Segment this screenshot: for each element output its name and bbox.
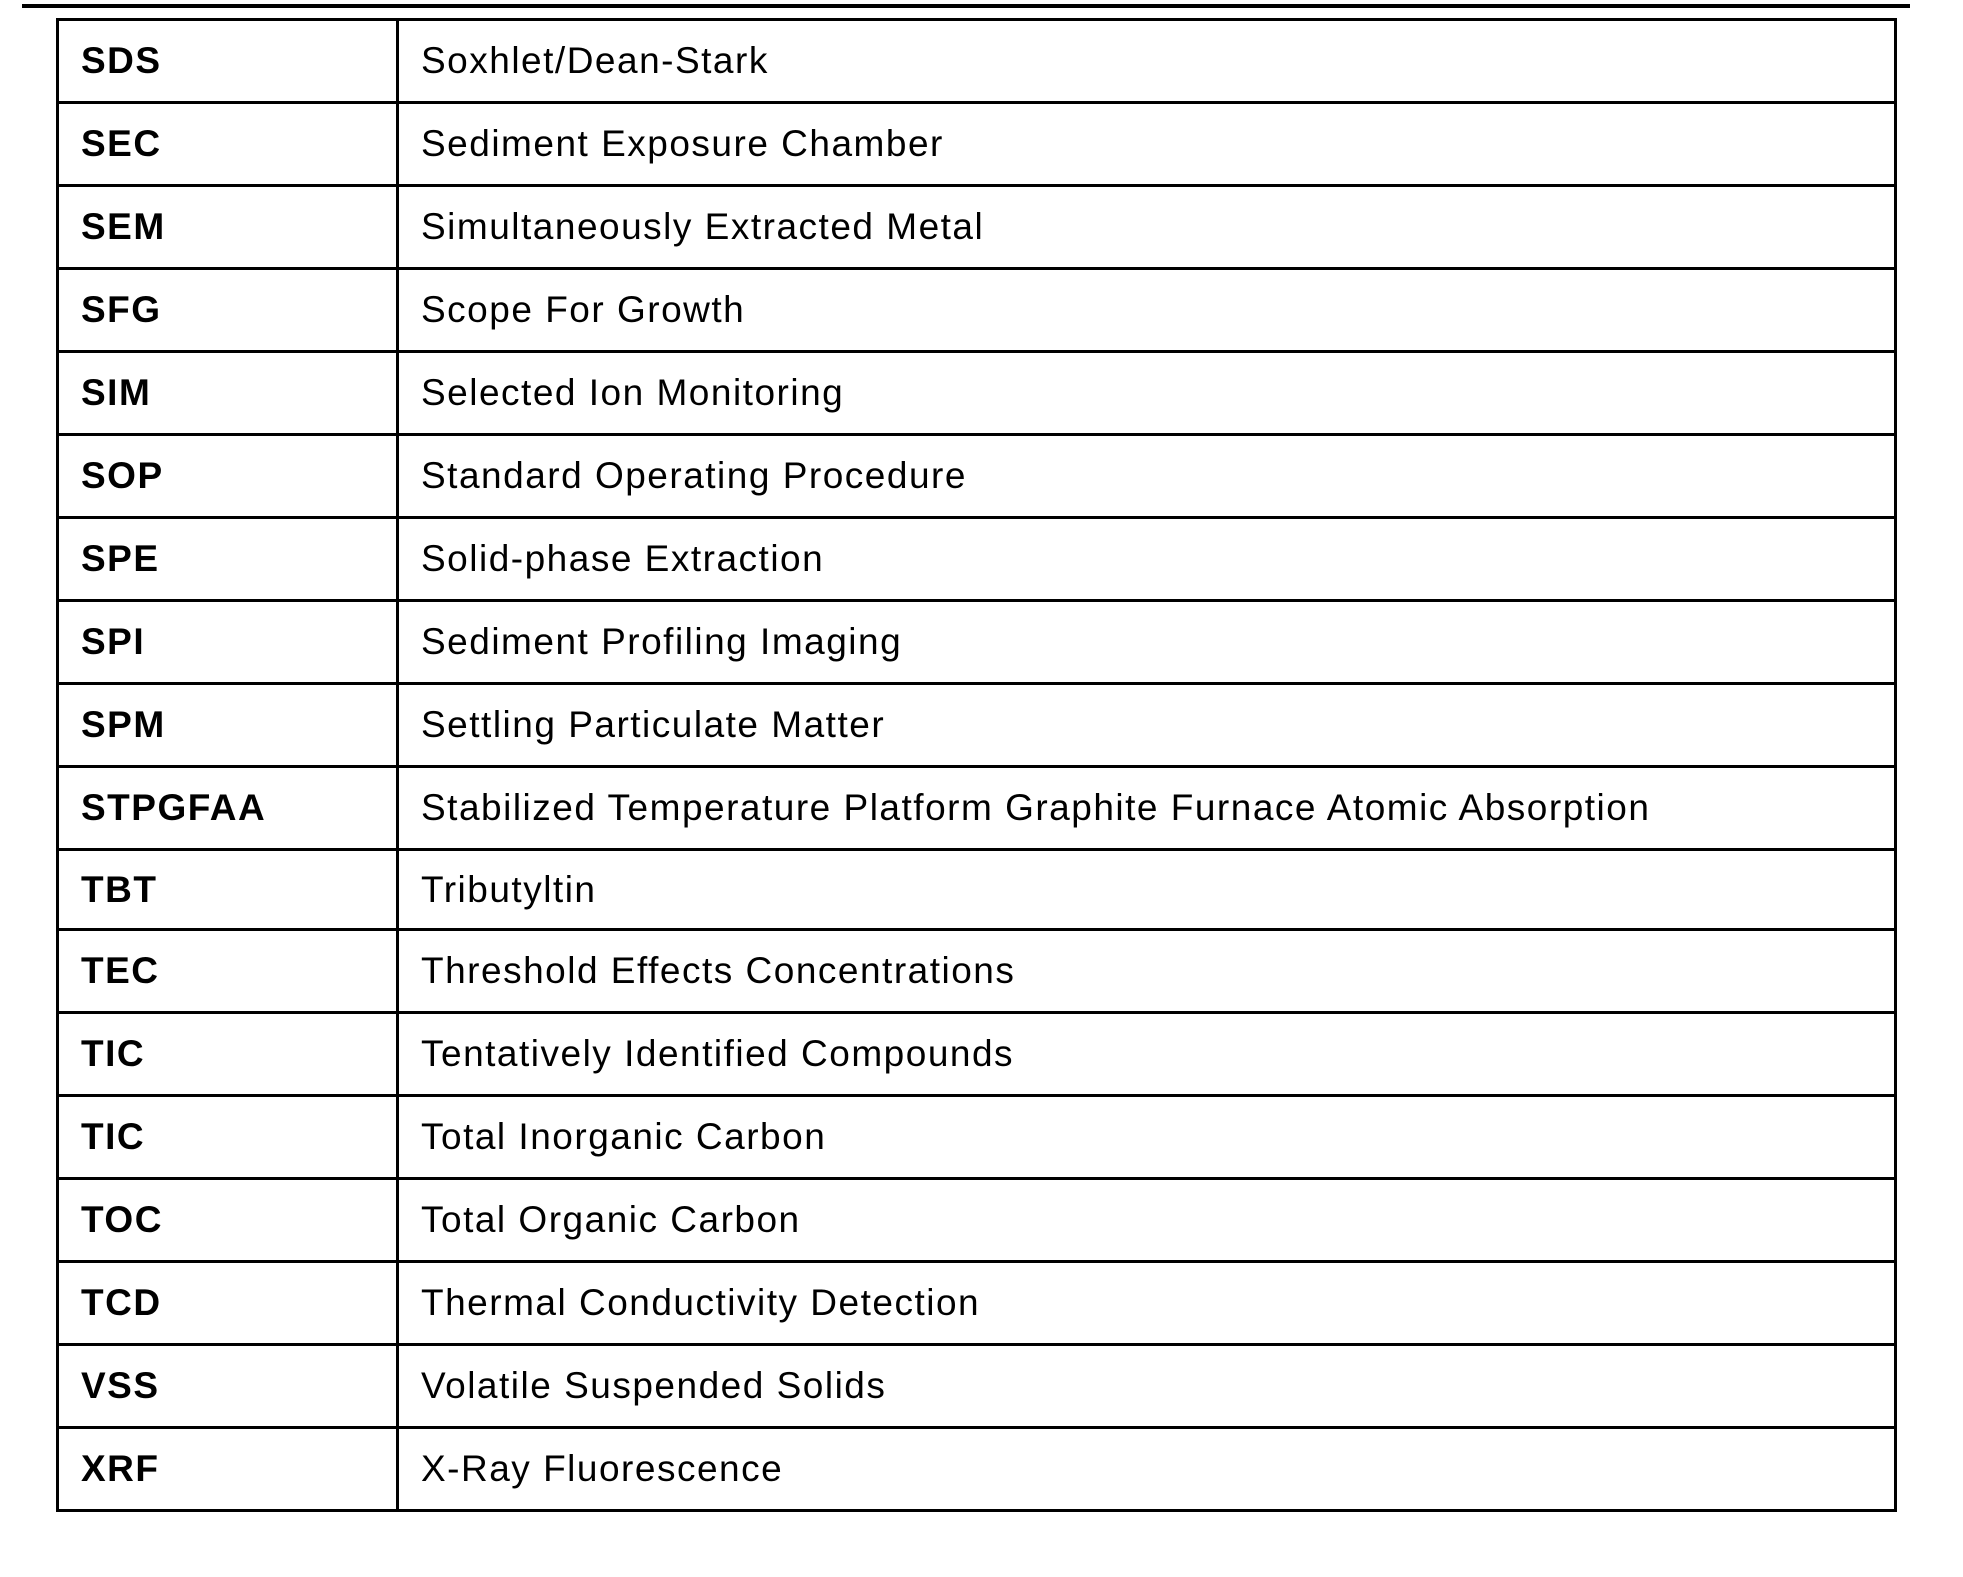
abbreviation-cell: SOP <box>58 435 398 518</box>
table-row <box>58 186 1896 269</box>
abbreviation-cell: SIM <box>58 352 398 435</box>
definition-cell: Sediment Exposure Chamber <box>398 103 1896 186</box>
abbreviation-cell: SEM <box>58 186 398 269</box>
definition-cell: Tentatively Identified Compounds <box>398 1013 1896 1096</box>
abbreviation-cell: SEC <box>58 103 398 186</box>
table-row <box>58 518 1896 601</box>
definition-cell: Sediment Profiling Imaging <box>398 601 1896 684</box>
abbreviation-cell: XRF <box>58 1428 398 1511</box>
table-row <box>58 435 1896 518</box>
table-row <box>58 352 1896 435</box>
definition-cell: Volatile Suspended Solids <box>398 1345 1896 1428</box>
table-row <box>58 1096 1896 1179</box>
abbreviation-cell: TIC <box>58 1013 398 1096</box>
abbreviation-cell: VSS <box>58 1345 398 1428</box>
table-row <box>58 684 1896 767</box>
table-row <box>58 1179 1896 1262</box>
table-row <box>58 601 1896 684</box>
definition-cell: Stabilized Temperature Platform Graphite Furnace Atomic Absorption <box>398 767 1896 850</box>
definition-cell: X-Ray Fluorescence <box>398 1428 1896 1511</box>
abbreviation-cell: SPI <box>58 601 398 684</box>
table-row <box>58 1345 1896 1428</box>
definition-cell: Thermal Conductivity Detection <box>398 1262 1896 1345</box>
abbreviation-cell: TIC <box>58 1096 398 1179</box>
table-row <box>58 1262 1896 1345</box>
abbreviation-cell: SPM <box>58 684 398 767</box>
definition-cell: Solid-phase Extraction <box>398 518 1896 601</box>
abbreviation-table-container <box>56 18 1897 1512</box>
table-row <box>58 1428 1896 1511</box>
definition-cell: Standard Operating Procedure <box>398 435 1896 518</box>
table-row <box>58 1013 1896 1096</box>
table-row <box>58 269 1896 352</box>
table-row <box>58 850 1896 930</box>
abbreviation-cell: TEC <box>58 930 398 1013</box>
abbreviation-cell: SPE <box>58 518 398 601</box>
definition-cell: Tributyltin <box>398 850 1896 930</box>
abbreviation-cell: SDS <box>58 20 398 103</box>
definition-cell: Scope For Growth <box>398 269 1896 352</box>
definition-cell: Threshold Effects Concentrations <box>398 930 1896 1013</box>
definition-cell: Settling Particulate Matter <box>398 684 1896 767</box>
abbreviation-cell: SFG <box>58 269 398 352</box>
definition-cell: Soxhlet/Dean-Stark <box>398 20 1896 103</box>
table-row <box>58 930 1896 1013</box>
abbreviation-cell: TOC <box>58 1179 398 1262</box>
table-row <box>58 767 1896 850</box>
table-row <box>58 103 1896 186</box>
definition-cell: Selected Ion Monitoring <box>398 352 1896 435</box>
abbreviation-cell: TCD <box>58 1262 398 1345</box>
abbreviation-cell: STPGFAA <box>58 767 398 850</box>
table-row <box>58 20 1896 103</box>
abbreviation-table <box>56 18 1897 1512</box>
definition-cell: Total Organic Carbon <box>398 1179 1896 1262</box>
definition-cell: Total Inorganic Carbon <box>398 1096 1896 1179</box>
definition-cell: Simultaneously Extracted Metal <box>398 186 1896 269</box>
abbreviation-cell: TBT <box>58 850 398 930</box>
top-rule <box>22 4 1910 8</box>
